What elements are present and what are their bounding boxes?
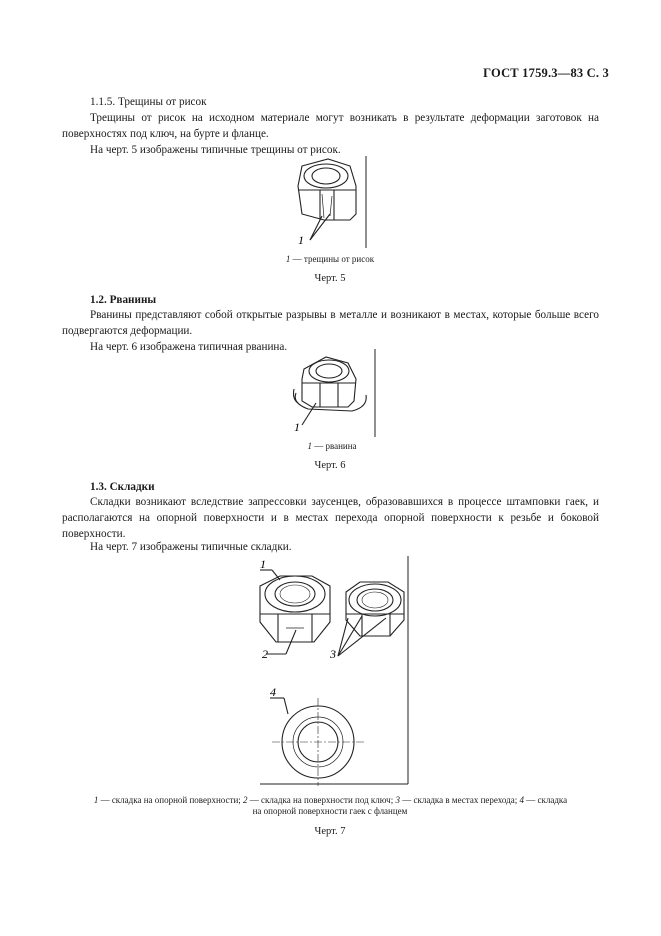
figure-5-label-1: 1 [298,233,304,247]
figure-6-caption: 1 — рванина [307,441,357,451]
figure-7-label-3: 3 [330,647,336,661]
figure-5-title: Черт. 5 [314,273,346,284]
figure-6-title: Черт. 6 [314,460,346,471]
figure-6-drawing [282,349,382,439]
figure-5-caption: 1 — трещины от рисок [285,254,375,264]
figure-7-caption-line1: 1 — складка на опорной поверхности; 2 — складка на поверхности под ключ; 3 — складка в местах перехода; 4 — складка [93,795,568,805]
section-1-3-ref: На черт. 7 изображены типичные складки. [90,541,292,553]
figure-7-title: Черт. 7 [314,826,346,837]
figure-7-label-1: 1 [260,557,266,571]
section-1-3-heading: 1.3. Складки [90,481,155,493]
section-1-1-5-ref: На черт. 5 изображены типичные трещины от рисок. [90,144,341,156]
page-header-code: ГОСТ 1759.3—83 С. 3 [483,66,609,80]
section-1-3-text: Складки возникают вследствие запрессовки заусенцев, образовавшихся в процессе штамповки гаек, и располагаются на опорной поверхности и в местах перехода опорной поверхности к резьбе и боковой поверхности. [62,496,599,540]
figure-6-label-1: 1 [294,420,300,434]
figure-7-drawing [238,556,414,792]
section-1-1-5-heading: 1.1.5. Трещины от рисок [90,96,207,108]
section-1-2-text: Рванины представляют собой открытые разрывы в металле и возникают в местах, которые больше всего подвергаются деформации. [62,309,599,337]
figure-7-label-2: 2 [262,647,268,661]
figure-7-caption-line2: на опорной поверхности гаек с фланцем [252,806,408,816]
figure-7-label-4: 4 [270,685,276,699]
section-1-2-ref: На черт. 6 изображена типичная рванина. [90,341,288,353]
section-1-2-heading: 1.2. Рванины [90,294,157,306]
figure-5-drawing [280,156,386,252]
section-1-1-5-text: Трещины от рисок на исходном материале могут возникать в результате деформации заготовок на поверхностях под ключ, на бурте и фланце. [62,112,599,140]
